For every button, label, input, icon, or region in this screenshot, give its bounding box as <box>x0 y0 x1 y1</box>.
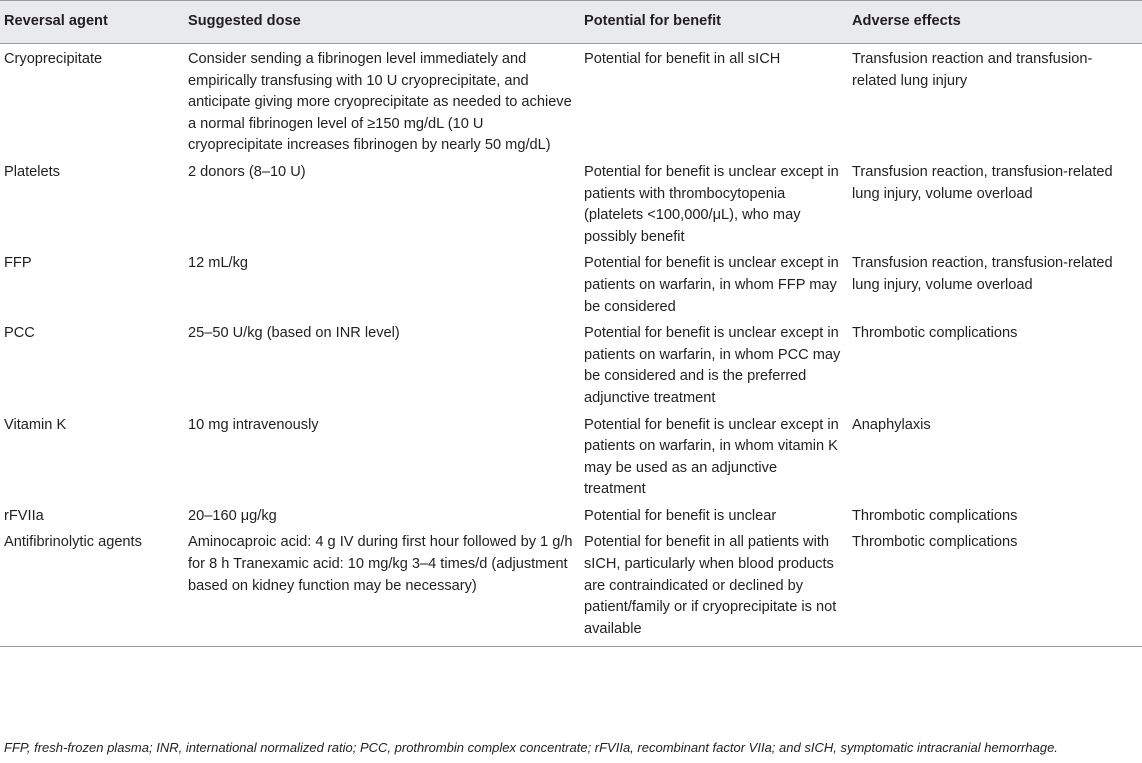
table-row <box>0 318 1142 409</box>
table-row <box>0 248 1142 318</box>
table-row <box>0 501 1142 528</box>
cell-agent: Cryoprecipitate <box>4 51 103 67</box>
cell-adverse: Thrombotic complications <box>852 507 1018 524</box>
table-footnote: FFP, fresh-frozen plasma; INR, international normalized ratio; PCC, prothrombin complex concentrate; rFVIIa, recombinant factor VIIa; and sICH, symptomatic intracranial hemorrhage. <box>4 740 1058 755</box>
cell-agent: FFP <box>4 255 32 272</box>
cell-adverse: Transfusion reaction, transfusion-related lung injury, volume overload <box>852 163 1113 202</box>
cell-adverse: Transfusion reaction and transfusion-related lung injury <box>852 51 1093 89</box>
cell-agent: Antifibrinolytic agents <box>0 527 184 646</box>
table-row <box>0 157 1142 248</box>
cell-adverse: Transfusion reaction, transfusion-related lung injury, volume overload <box>852 255 1113 293</box>
table-row <box>0 44 1142 157</box>
cell-adverse: Thrombotic complications <box>852 325 1018 342</box>
cell-benefit: Potential for benefit is unclear except in patients on warfarin, in whom FFP may be considered <box>584 255 839 315</box>
header-suggested-dose: Suggested dose <box>184 1 580 44</box>
cell-agent: PCC <box>4 325 35 342</box>
cell-dose: 2 donors (8–10 U) <box>188 163 306 180</box>
cell-benefit: Potential for benefit in all patients with sICH, particularly when blood products are contraindicated or declined by patient/family or if cryoprecipitate is not available <box>580 527 848 646</box>
cell-benefit: Potential for benefit is unclear except in patients with thrombocytopenia (platelets <100,000/μL), who may possibly benefit <box>584 163 839 245</box>
cell-dose: Aminocaproic acid: 4 g IV during first hour followed by 1 g/h for 8 h Tranexamic acid: 10 mg/kg 3–4 times/d (adjustment based on kidney function may be necessary) <box>184 527 580 646</box>
cell-dose: 10 mg intravenously <box>188 416 319 433</box>
cell-dose: Consider sending a fibrinogen level immediately and empirically transfusing with 10 U cryoprecipitate, and anticipate giving more cryoprecipitate as needed to achieve a normal fibrinogen level of ≥150 mg/dL (10 U cryoprecipitate increases fibrinogen by nearly 50 mg/dL) <box>188 51 572 154</box>
cell-dose: 20–160 μg/kg <box>188 507 277 524</box>
cell-agent: rFVIIa <box>4 507 44 524</box>
header-potential-benefit: Potential for benefit <box>580 1 848 44</box>
cell-dose: 12 mL/kg <box>188 255 249 272</box>
header-adverse-effects: Adverse effects <box>848 1 1142 44</box>
cell-benefit: Potential for benefit is unclear except in patients on warfarin, in whom PCC may be considered and is the preferred adjunctive treatment <box>584 325 841 406</box>
cell-adverse: Anaphylaxis <box>852 416 931 433</box>
cell-dose: 25–50 U/kg (based on INR level) <box>188 325 400 342</box>
cell-adverse: Thrombotic complications <box>848 527 1142 646</box>
cell-benefit: Potential for benefit is unclear except in patients on warfarin, in whom vitamin K may be used as an adjunctive treatment <box>584 416 839 498</box>
table-row <box>0 410 1142 501</box>
cell-agent: Vitamin K <box>4 416 67 433</box>
table-row <box>0 527 1142 646</box>
cell-benefit: Potential for benefit is unclear <box>584 507 777 524</box>
table-header-row <box>0 1 1142 44</box>
header-reversal-agent: Reversal agent <box>0 1 184 44</box>
cell-benefit: Potential for benefit in all sICH <box>584 51 781 67</box>
cell-agent: Platelets <box>4 163 60 180</box>
